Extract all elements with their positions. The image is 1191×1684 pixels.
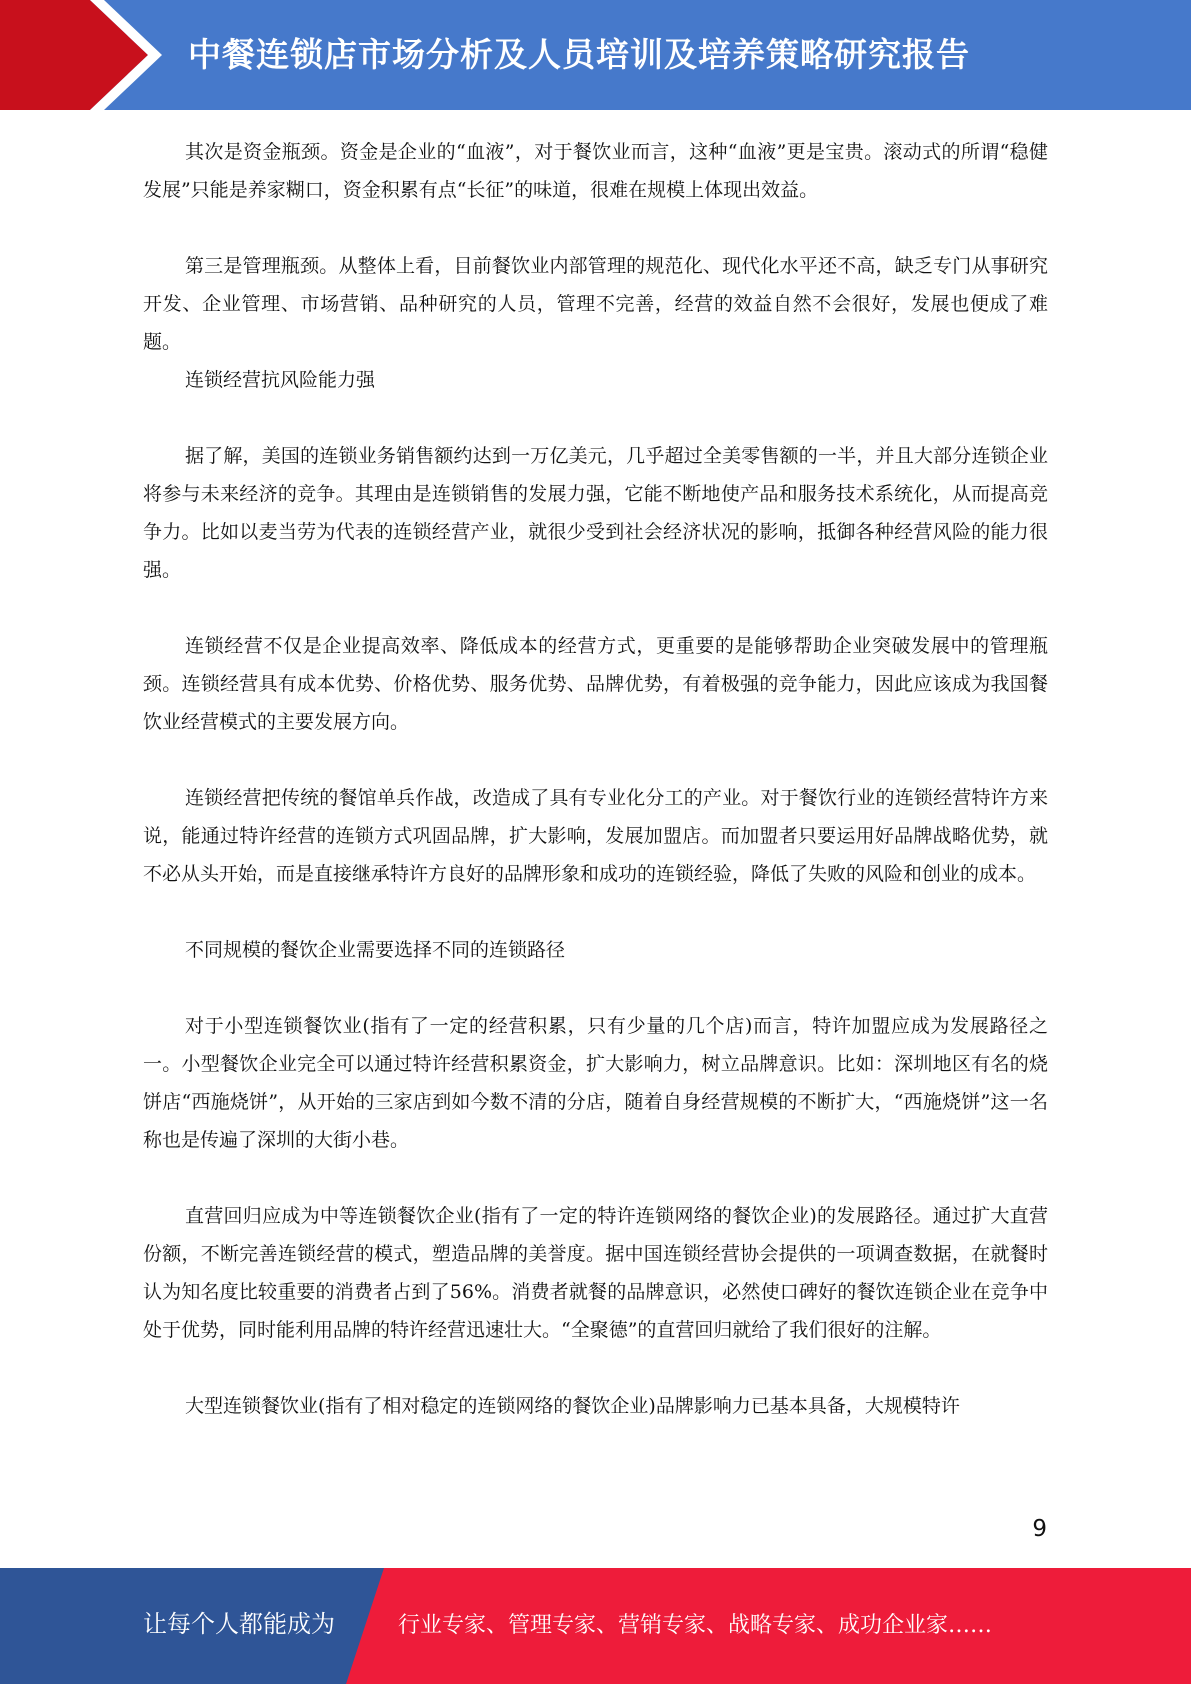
paragraph: 第三是管理瓶颈。从整体上看，目前餐饮业内部管理的规范化、现代化水平还不高，缺乏专门从事研究开发、企业管理、市场营销、品种研究的人员，管理不完善，经营的效益自然不会很好，发展也便成了难题。 [143, 255, 1048, 353]
paragraph: 连锁经营不仅是企业提高效率、降低成本的经营方式，更重要的是能够帮助企业突破发展中的管理瓶颈。连锁经营具有成本优势、价格优势、服务优势、品牌优势，有着极强的竞争能力，因此应该成为我国餐饮业经营模式的主要发展方向。 [143, 635, 1048, 733]
section-heading: 连锁经营抗风险能力强 [185, 369, 376, 391]
footer-slogan-left: 让每个人都能成为 [143, 1610, 335, 1638]
footer-slogan-right: 行业专家、管理专家、营销专家、战略专家、成功企业家…… [398, 1613, 993, 1638]
report-title: 中餐连锁店市场分析及人员培训及培养策略研究报告 [188, 35, 970, 74]
page-header [0, 0, 1191, 110]
paragraph: 连锁经营把传统的餐馆单兵作战，改造成了具有专业化分工的产业。对于餐饮行业的连锁经营特许方来说，能通过特许经营的连锁方式巩固品牌，扩大影响，发展加盟店。而加盟者只要运用好品牌战略优势，就不必从头开始，而是直接继承特许方良好的品牌形象和成功的连锁经验，降低了失败的风险和创业的成本。 [143, 787, 1048, 885]
paragraph: 直营回归应成为中等连锁餐饮企业(指有了一定的特许连锁网络的餐饮企业)的发展路径。通过扩大直营份额，不断完善连锁经营的模式，塑造品牌的美誉度。据中国连锁经营协会提供的一项调查数据，在就餐时认为知名度比较重要的消费者占到了56%。消费者就餐的品牌意识，必然使口碑好的餐饮连锁企业在竞争中处于优势，同时能利用品牌的特许经营迅速壮大。“全聚德”的直营回归就给了我们很好的注解。 [143, 1205, 1048, 1341]
section-heading: 不同规模的餐饮企业需要选择不同的连锁路径 [185, 939, 566, 961]
paragraph: 对于小型连锁餐饮业(指有了一定的经营积累，只有少量的几个店)而言，特许加盟应成为发展路径之一。小型餐饮企业完全可以通过特许经营积累资金，扩大影响力，树立品牌意识。比如：深圳地区有名的烧饼店“西施烧饼”，从开始的三家店到如今数不清的分店，随着自身经营规模的不断扩大，“西施烧饼”这一名称也是传遍了深圳的大街小巷。 [143, 1015, 1048, 1151]
paragraph: 其次是资金瓶颈。资金是企业的“血液”，对于餐饮业而言，这种“血液”更是宝贵。滚动式的所谓“稳健发展”只能是养家糊口，资金积累有点“长征”的味道，很难在规模上体现出效益。 [143, 141, 1048, 201]
page-number: 9 [1032, 1516, 1047, 1542]
paragraph: 大型连锁餐饮业(指有了相对稳定的连锁网络的餐饮企业)品牌影响力已基本具备，大规模特许 [185, 1395, 960, 1417]
page-footer [0, 1568, 1191, 1684]
document-body [143, 133, 1048, 1425]
paragraph: 据了解，美国的连锁业务销售额约达到一万亿美元，几乎超过全美零售额的一半，并且大部分连锁企业将参与未来经济的竞争。其理由是连锁销售的发展力强，它能不断地使产品和服务技术系统化，从而提高竞争力。比如以麦当劳为代表的连锁经营产业，就很少受到社会经济状况的影响，抵御各种经营风险的能力很强。 [143, 445, 1048, 581]
